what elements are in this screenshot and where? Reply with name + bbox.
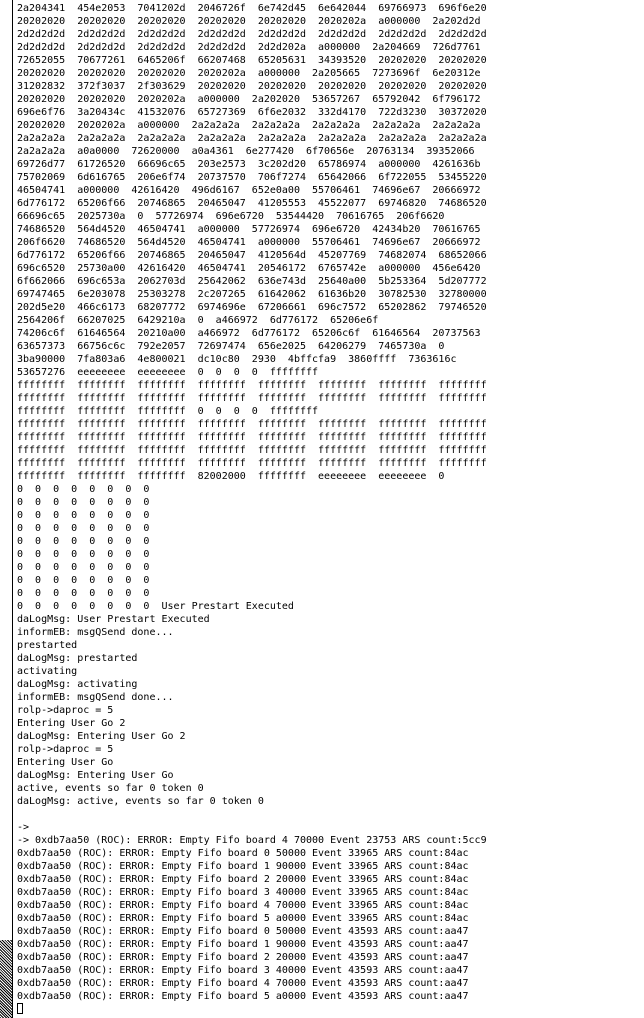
terminal-line: ffffffff ffffffff ffffffff 82002000 ffffffff eeeeeeee eeeeeeee 0 (17, 471, 445, 482)
terminal-line: 0 0 0 0 0 0 0 0 (17, 549, 150, 560)
terminal-line: activating (17, 666, 78, 677)
terminal-line: 74206c6f 61646564 20210a00 a466972 6d776172 65206c6f 61646564 20737563 (17, 328, 481, 339)
terminal-line: 0xdb7aa50 (ROC): ERROR: Empty Fifo board 4 70000 Event 43593 ARS count:aa47 (17, 978, 469, 989)
terminal-line: informEB: msgQSend done... (17, 627, 174, 638)
terminal-line: rolp->daproc = 5 (17, 744, 114, 755)
terminal-line: 0xdb7aa50 (ROC): ERROR: Empty Fifo board 3 40000 Event 33965 ARS count:84ac (17, 887, 469, 898)
vertical-scrollbar[interactable] (0, 0, 13, 1018)
terminal-line: 202d5e20 466c6173 68207772 6974696e 67206661 696c7572 65202862 79746520 (17, 302, 487, 313)
terminal-line: ffffffff ffffffff ffffffff 0 0 0 0 ffffffff (17, 406, 319, 417)
terminal-line: 74686520 564d4520 46504741 a000000 57726974 696e6720 42434b20 70616765 (17, 224, 481, 235)
terminal-line: ffffffff ffffffff ffffffff ffffffff ffffffff ffffffff ffffffff ffffffff (17, 432, 487, 443)
terminal-line: 20202020 2020202a a000000 2a2a2a2a 2a2a2a2a 2a2a2a2a 2a2a2a2a 2a2a2a2a (17, 120, 481, 131)
terminal-line: 69747465 6e203078 25303278 2c207265 61642062 61636b20 30782530 32780000 (17, 289, 487, 300)
terminal-line: 2564206f 66207025 6429210a 0 a466972 6d776172 65206e6f (17, 315, 379, 326)
terminal-line: 0 0 0 0 0 0 0 0 (17, 536, 150, 547)
terminal-line: 20202020 20202020 20202020 20202020 20202020 2020202a a000000 2a202d2d (17, 16, 481, 27)
terminal-line: 696e6f76 3a20434c 41532076 65727369 6f6e2032 332d4170 722d3230 30372020 (17, 107, 487, 118)
prompt-line[interactable] (17, 1003, 639, 1016)
terminal-line: 2a204341 454e2053 7041202d 2046726f 6e742d45 6e642044 69766973 696f6e20 (17, 3, 487, 14)
terminal-line: 2a2a2a2a a0a0000 72620000 a0a4361 6e277420 6f70656e 20763134 39352066 (17, 146, 475, 157)
terminal-line: 696c6520 25730a00 42616420 46504741 20546172 6765742e a000000 456e6420 (17, 263, 481, 274)
terminal-line: 0 0 0 0 0 0 0 0 User Prestart Executed (17, 601, 294, 612)
terminal-line: 0 0 0 0 0 0 0 0 (17, 497, 150, 508)
terminal-line: 75702069 6d616765 206e6f74 20737570 706f7274 65642066 6f722055 53455220 (17, 172, 487, 183)
terminal-line: ffffffff ffffffff ffffffff ffffffff ffffffff ffffffff ffffffff ffffffff (17, 458, 487, 469)
terminal-line: 0xdb7aa50 (ROC): ERROR: Empty Fifo board 0 50000 Event 33965 ARS count:84ac (17, 848, 469, 859)
terminal-line: 0 0 0 0 0 0 0 0 (17, 588, 150, 599)
terminal-line: 6d776172 65206f66 20746865 20465047 41205553 45522077 69746820 74686520 (17, 198, 487, 209)
terminal-line: daLogMsg: Entering User Go (17, 770, 174, 781)
terminal-line (17, 808, 639, 821)
terminal-line: 66696c65 2025730a 0 57726974 696e6720 53544420 70616765 206f6620 (17, 211, 445, 222)
terminal-line: 2d2d2d2d 2d2d2d2d 2d2d2d2d 2d2d2d2d 2d2d202a a000000 2a204669 726d7761 (17, 42, 481, 53)
terminal-line: 0xdb7aa50 (ROC): ERROR: Empty Fifo board 0 50000 Event 43593 ARS count:aa47 (17, 926, 469, 937)
terminal-line: ffffffff ffffffff ffffffff ffffffff ffffffff ffffffff ffffffff ffffffff (17, 393, 487, 404)
terminal-line: 0xdb7aa50 (ROC): ERROR: Empty Fifo board 1 90000 Event 33965 ARS count:84ac (17, 861, 469, 872)
terminal-line: 0xdb7aa50 (ROC): ERROR: Empty Fifo board 2 20000 Event 43593 ARS count:aa47 (17, 952, 469, 963)
terminal-line: 0xdb7aa50 (ROC): ERROR: Empty Fifo board 1 90000 Event 43593 ARS count:aa47 (17, 939, 469, 950)
terminal-line: 0 0 0 0 0 0 0 0 (17, 562, 150, 573)
terminal-line: rolp->daproc = 5 (17, 705, 114, 716)
terminal-line: 53657276 eeeeeeee eeeeeeee 0 0 0 0 ffffffff (17, 367, 319, 378)
terminal-line: 0 0 0 0 0 0 0 0 (17, 575, 150, 586)
terminal-line: ffffffff ffffffff ffffffff ffffffff ffffffff ffffffff ffffffff ffffffff (17, 445, 487, 456)
terminal-line: 2d2d2d2d 2d2d2d2d 2d2d2d2d 2d2d2d2d 2d2d2d2d 2d2d2d2d 2d2d2d2d 2d2d2d2d (17, 29, 487, 40)
terminal-line: 0xdb7aa50 (ROC): ERROR: Empty Fifo board 2 20000 Event 33965 ARS count:84ac (17, 874, 469, 885)
terminal-line: -> (17, 822, 30, 833)
terminal-line: 63657373 66756c6c 792e2057 72697474 656e2025 64206279 7465730a 0 (17, 341, 445, 352)
terminal-line: 72652055 70677261 6465206f 66207468 65205631 34393520 20202020 20202020 (17, 55, 487, 66)
terminal-line: 0 0 0 0 0 0 0 0 (17, 523, 150, 534)
terminal-line: 0xdb7aa50 (ROC): ERROR: Empty Fifo board 4 70000 Event 33965 ARS count:84ac (17, 900, 469, 911)
terminal-line: daLogMsg: Entering User Go 2 (17, 731, 186, 742)
terminal-line: daLogMsg: User Prestart Executed (17, 614, 210, 625)
terminal-line: daLogMsg: active, events so far 0 token 0 (17, 796, 264, 807)
terminal-line: ffffffff ffffffff ffffffff ffffffff ffffffff ffffffff ffffffff ffffffff (17, 419, 487, 430)
terminal-line: 6d776172 65206f66 20746865 20465047 4120564d 45207769 74682074 68652066 (17, 250, 487, 261)
terminal-line: informEB: msgQSend done... (17, 692, 174, 703)
terminal-output (17, 2, 639, 1016)
terminal-line: 20202020 20202020 2020202a a000000 2a202020 53657267 65792042 6f796172 (17, 94, 481, 105)
terminal-line: daLogMsg: activating (17, 679, 138, 690)
terminal-line: 0 0 0 0 0 0 0 0 (17, 510, 150, 521)
terminal-line: 0 0 0 0 0 0 0 0 (17, 484, 150, 495)
terminal-line: Entering User Go (17, 757, 114, 768)
terminal-line: active, events so far 0 token 0 (17, 783, 204, 794)
terminal-line: 0xdb7aa50 (ROC): ERROR: Empty Fifo board 5 a0000 Event 43593 ARS count:aa47 (17, 991, 469, 1002)
terminal-line: daLogMsg: prestarted (17, 653, 138, 664)
terminal-line: 0xdb7aa50 (ROC): ERROR: Empty Fifo board 5 a0000 Event 33965 ARS count:84ac (17, 913, 469, 924)
terminal-line: 2a2a2a2a 2a2a2a2a 2a2a2a2a 2a2a2a2a 2a2a2a2a 2a2a2a2a 2a2a2a2a 2a2a2a2a (17, 133, 487, 144)
terminal-line: 69726d77 61726520 66696c65 203e2573 3c202d20 65786974 a000000 4261636b (17, 159, 481, 170)
terminal-line: ffffffff ffffffff ffffffff ffffffff ffffffff ffffffff ffffffff ffffffff (17, 380, 487, 391)
terminal-line: -> 0xdb7aa50 (ROC): ERROR: Empty Fifo board 4 70000 Event 23753 ARS count:5cc9 (17, 835, 487, 846)
terminal-line: 206f6620 74686520 564d4520 46504741 a000000 55706461 74696e67 20666972 (17, 237, 481, 248)
terminal-line: 46504741 a000000 42616420 496d6167 652e0a00 55706461 74696e67 20666972 (17, 185, 481, 196)
terminal-line: 6f662066 696c653a 2062703d 25642062 636e743d 25640a00 5b253364 5d207772 (17, 276, 487, 287)
terminal-line: Entering User Go 2 (17, 718, 126, 729)
scrollbar-thumb[interactable] (0, 940, 12, 1018)
terminal-line: 31202832 372f3037 2f303629 20202020 20202020 20202020 20202020 20202020 (17, 81, 487, 92)
terminal-line: 20202020 20202020 20202020 2020202a a000000 2a205665 7273696f 6e20312e (17, 68, 481, 79)
terminal-line: 0xdb7aa50 (ROC): ERROR: Empty Fifo board 3 40000 Event 43593 ARS count:aa47 (17, 965, 469, 976)
terminal-line: prestarted (17, 640, 78, 651)
terminal-line: 3ba90000 7fa803a6 4e800021 dc10c80 2930 4bffcfa9 3860ffff 7363616c (17, 354, 457, 365)
text-cursor (17, 1003, 23, 1014)
